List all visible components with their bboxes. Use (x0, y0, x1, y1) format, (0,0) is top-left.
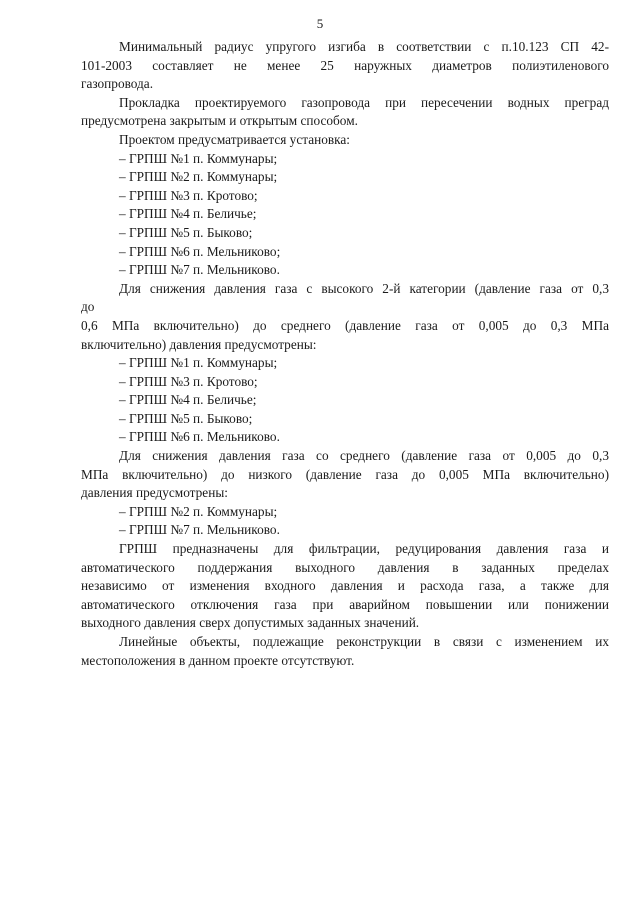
text-line: давления предусмотрены: (81, 485, 228, 501)
text-line: выходного давления сверх допустимых заданных значений. (81, 615, 420, 631)
text-line: – ГРПШ №5 п. Быково; (119, 410, 253, 426)
text-line: 101-2003 составляет не менее 25 наружных диаметров полиэтиленового (81, 57, 609, 73)
text-line: – ГРПШ №2 п. Коммунары; (119, 169, 278, 185)
text-line: – ГРПШ №6 п. Мельниково; (119, 243, 281, 259)
text-line: – ГРПШ №1 п. Коммунары; (119, 355, 278, 371)
text-line: Для снижения давления газа с высокого 2-й категории (давление газа от 0,3 (119, 280, 609, 296)
text-line: – ГРПШ №7 п. Мельниково. (119, 522, 280, 538)
text-line: включительно) давления предусмотрены: (81, 336, 317, 352)
text-line: – ГРПШ №7 п. Мельниково. (119, 262, 280, 278)
page-number: 5 (316, 16, 324, 31)
text-line: газопровода. (81, 76, 154, 92)
text-line: ГРПШ предназначены для фильтрации, редуцирования давления газа и (119, 541, 609, 557)
text-line: – ГРПШ №4 п. Беличье; (119, 392, 257, 408)
text-line: Для снижения давления газа со среднего (давление газа от 0,005 до 0,3 (119, 448, 609, 464)
text-line: – ГРПШ №1 п. Коммунары; (119, 150, 278, 166)
text-line: – ГРПШ №5 п. Быково; (119, 224, 253, 240)
text-line: – ГРПШ №3 п. Кротово; (119, 187, 258, 203)
text-line: – ГРПШ №2 п. Коммунары; (119, 503, 278, 519)
document-body (81, 38, 609, 670)
text-line: автоматического поддержания выходного давления в заданных пределах (81, 559, 609, 575)
text-line: – ГРПШ №6 п. Мельниково. (119, 429, 280, 445)
text-line: местоположения в данном проекте отсутствуют. (81, 652, 355, 668)
text-line: Линейные объекты, подлежащие реконструкции в связи с изменением их (119, 634, 609, 649)
text-line: Проектом предусматривается установка: (119, 131, 350, 147)
text-line: независимо от изменения входного давления и расхода газа, а также для (81, 578, 609, 594)
text-line: Прокладка проектируемого газопровода при пересечении водных преград (119, 94, 609, 110)
text-line: предусмотрена закрытым и открытым способом. (81, 113, 358, 129)
text-line: до (81, 299, 95, 315)
text-line: МПа включительно) до низкого (давление газа до 0,005 МПа включительно) (81, 466, 609, 482)
text-line: – ГРПШ №3 п. Кротово; (119, 373, 258, 389)
text-line: автоматического отключения газа при аварийном повышении или понижении (81, 596, 609, 612)
text-line: – ГРПШ №4 п. Беличье; (119, 206, 257, 222)
text-line: Минимальный радиус упругого изгиба в соответствии с п.10.123 СП 42- (119, 39, 609, 54)
text-line: 0,6 МПа включительно) до среднего (давление газа от 0,005 до 0,3 МПа (81, 317, 609, 333)
